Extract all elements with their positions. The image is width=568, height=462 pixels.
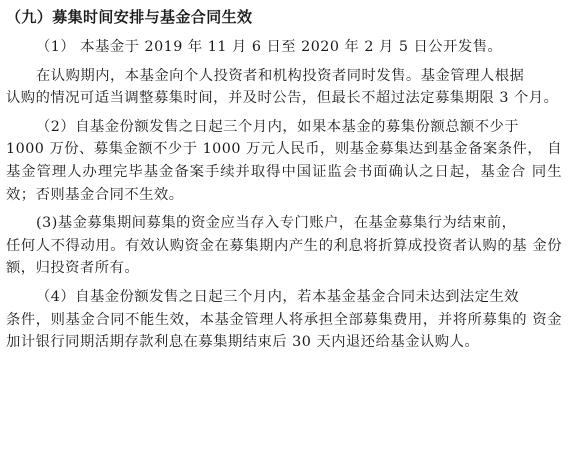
section-heading: （九）募集时间安排与基金合同生效 [6, 8, 253, 26]
paragraph-line: （2）自基金份额发售之日起三个月内，如果本基金的募集份额总额不少于 [36, 118, 520, 135]
paragraph-effectiveness-conditions [6, 116, 562, 206]
paragraph-offering-period [6, 36, 562, 59]
paragraph-line: 资金加计银行同期活期存款利息在募集期结束后 30 天内退还给基金认购人。 [6, 311, 562, 351]
paragraph-line: （1） 本基金于 2019 年 11 月 6 日至 2020 年 2 月 5 日公开发售。 [36, 39, 503, 55]
paragraph-line: 任何人不得动用。有效认购资金在募集期内产生的利息将折算成投资者认购的基 [6, 237, 528, 254]
paragraph-line: 认购的情况可适当调整募集时间，并及时公告，但最长不超过法定募集期限 3 [6, 90, 509, 107]
paragraph-line: 1000 万份、募集金额不少于 1000 万元人民币，则基金募集达到基金备案条件， [6, 141, 543, 158]
paragraph-line: 个月。 [513, 90, 559, 107]
paragraph-line: 自基金管理人办理完毕基金备案手续并取得中国证监会书面确认之日起，基金合 [6, 141, 562, 180]
paragraph-line: （4）自基金份额发售之日起三个月内，若本基金基金合同未达到法定生效 [36, 288, 520, 305]
paragraph-line: (3)基金募集期间募集的资金应当存入专门账户，在基金募集行为结束前， [36, 215, 517, 232]
paragraph-line: 在认购期内，本基金向个人投资者和机构投资者同时发售。基金管理人根据 [36, 67, 525, 84]
paragraph-line: 同生效；否则基金合同不生效。 [6, 163, 563, 203]
paragraph-refund-terms [6, 286, 562, 354]
paragraph-line: 条件，则基金合同不能生效，本基金管理人将承担全部募集费用，并将所募集的 [6, 311, 528, 328]
paragraph-line: 金份额，归投资者所有。 [6, 237, 562, 277]
paragraph-escrow-account [6, 212, 562, 280]
paragraph-subscription-period [6, 65, 562, 110]
